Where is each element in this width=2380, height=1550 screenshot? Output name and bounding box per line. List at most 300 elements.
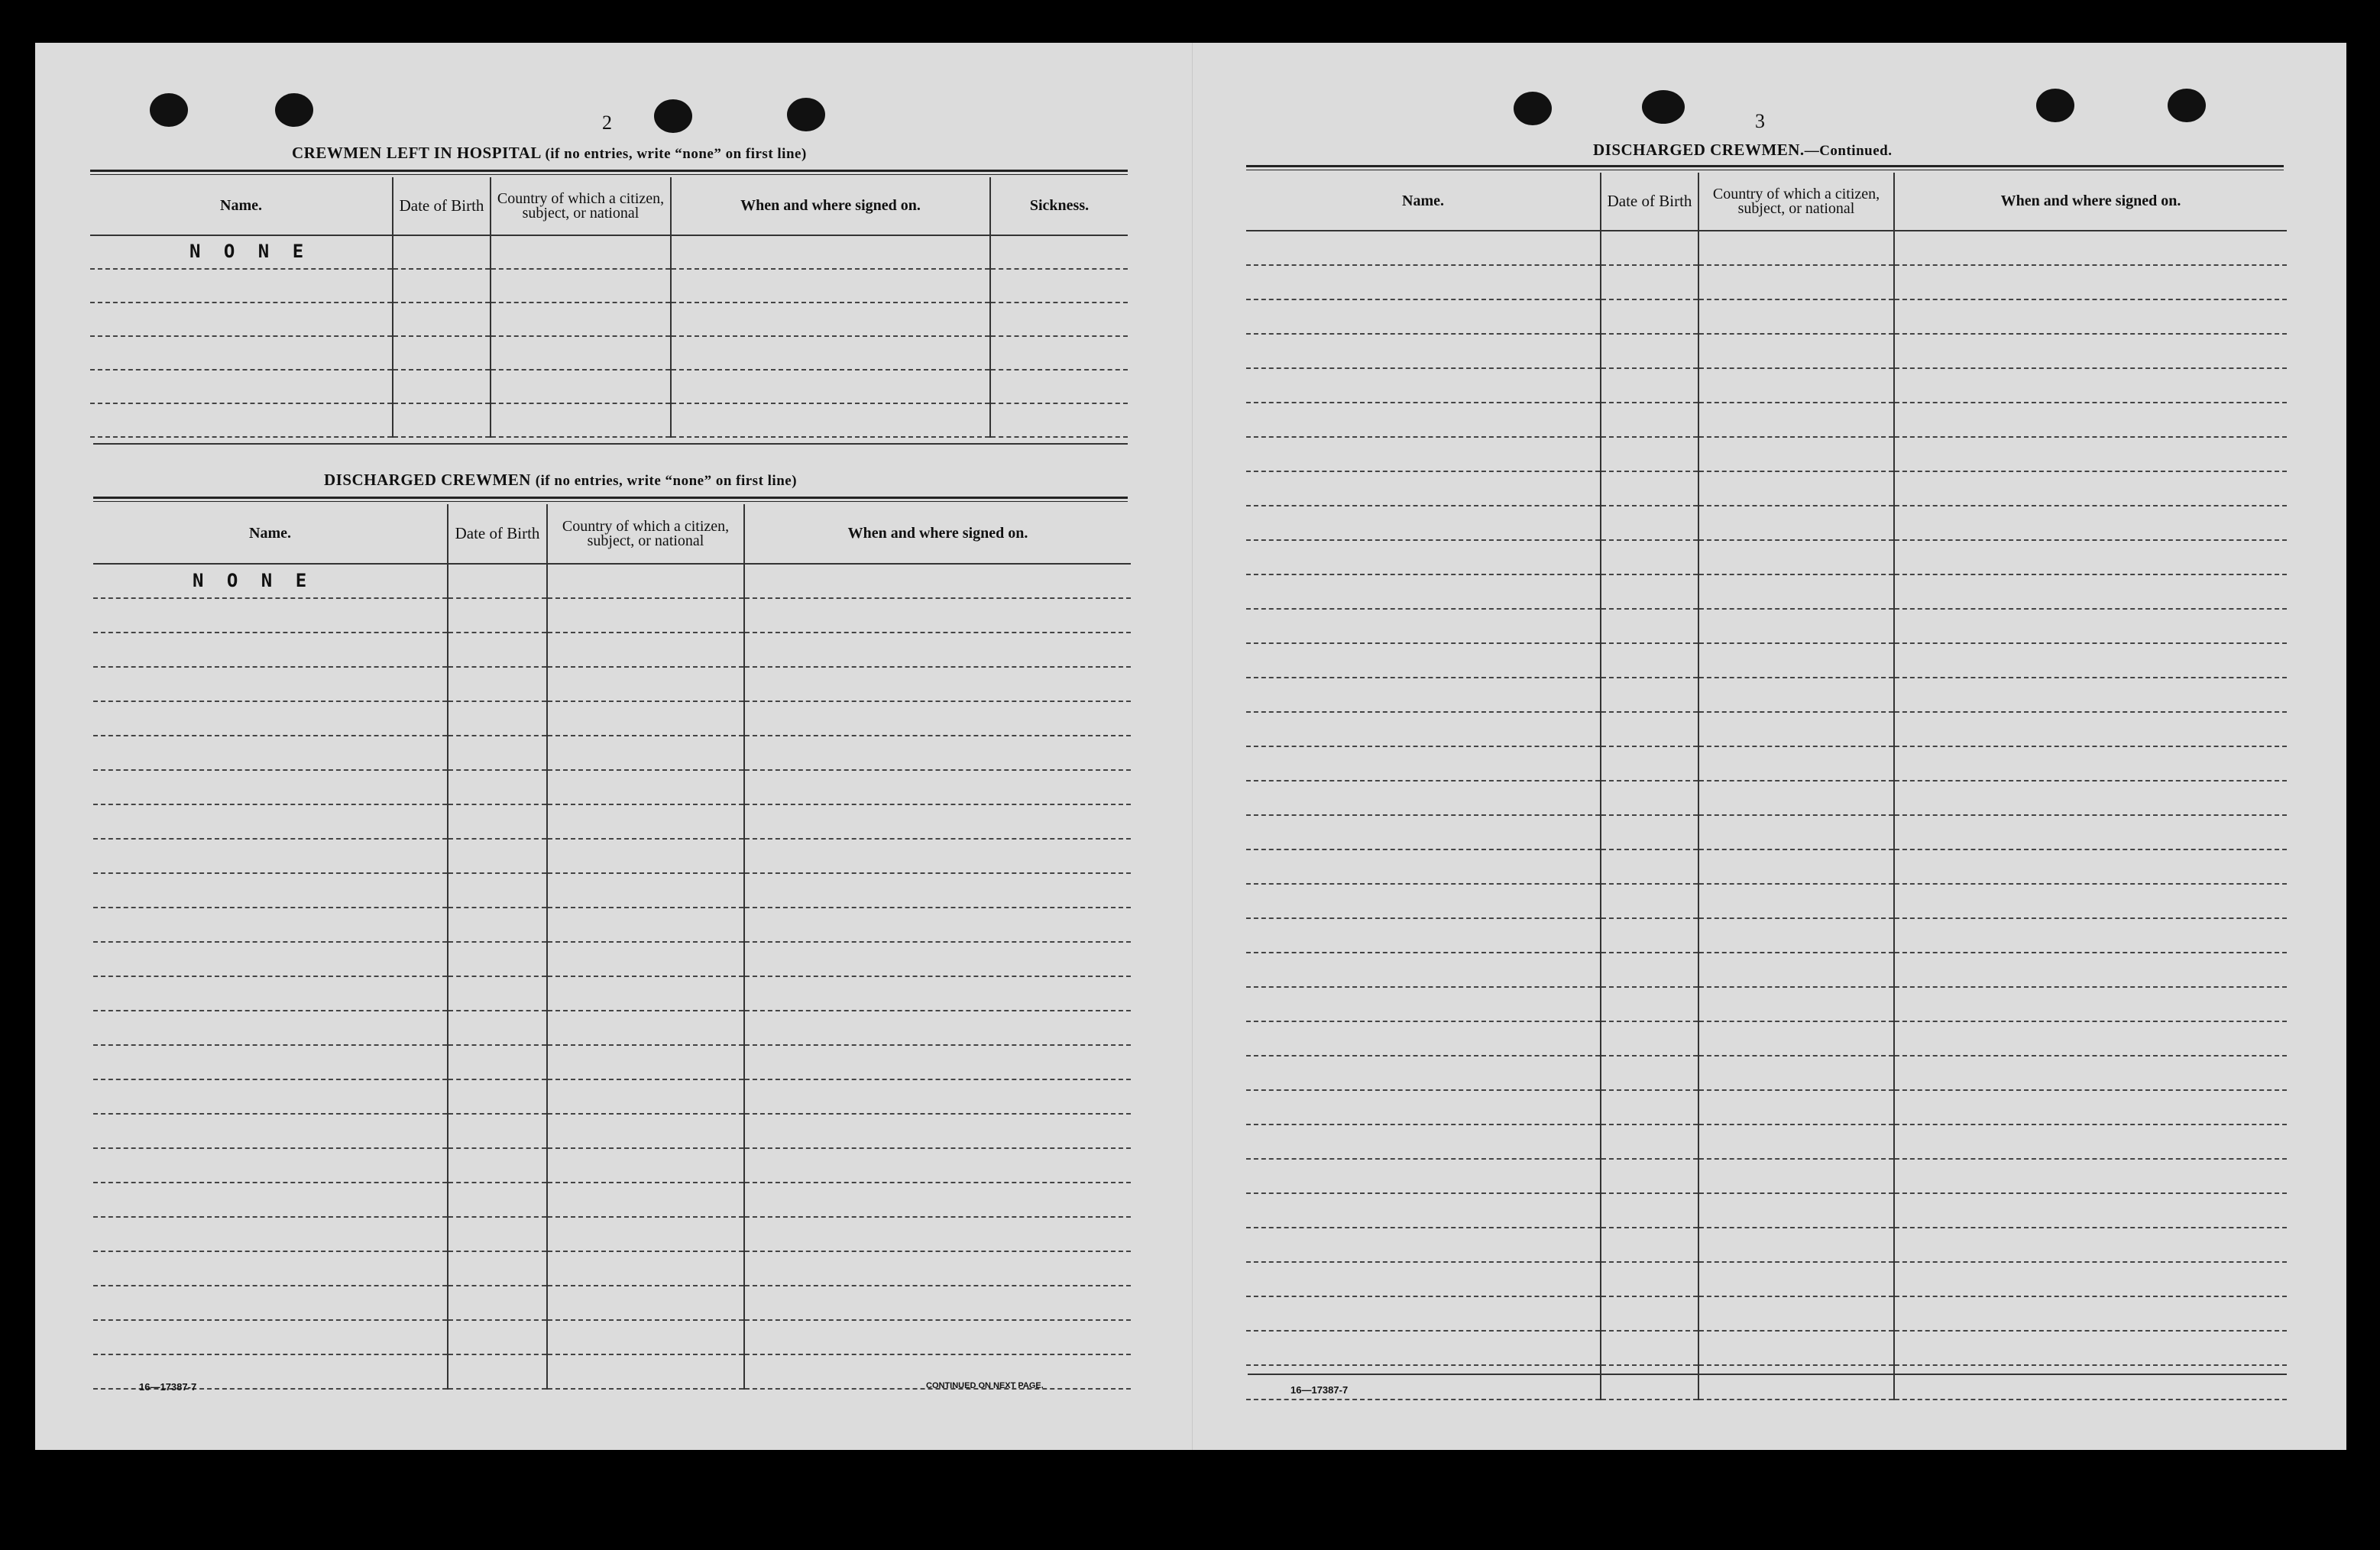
- discharged-continued-title: [1593, 141, 1892, 160]
- table-cell: [448, 1320, 547, 1354]
- table-cell: [671, 370, 990, 403]
- table-cell: [491, 370, 671, 403]
- table-cell: [1698, 746, 1894, 781]
- table-cell: [1246, 299, 1601, 334]
- table-cell: [393, 269, 491, 303]
- table-cell: [547, 736, 744, 770]
- table-row: [1246, 849, 2287, 884]
- table-cell: [448, 804, 547, 839]
- table-cell: [1698, 678, 1894, 712]
- table-row: [93, 1011, 1131, 1045]
- table-cell: [448, 598, 547, 633]
- table-cell: [1894, 368, 2287, 403]
- table-cell: [1601, 953, 1698, 987]
- table-cell: [547, 564, 744, 598]
- table-cell: [547, 667, 744, 701]
- column-header: When and where signed on.: [744, 504, 1131, 564]
- table-cell: [547, 839, 744, 873]
- table-cell: [547, 1286, 744, 1320]
- table-cell: [1246, 540, 1601, 574]
- table-cell: [93, 1079, 448, 1114]
- page-number: 3: [1755, 110, 1765, 132]
- table-cell: [1601, 368, 1698, 403]
- punch-hole: [275, 93, 313, 127]
- table-cell: [1698, 368, 1894, 403]
- table-cell: [448, 667, 547, 701]
- table-cell: [1698, 334, 1894, 368]
- table-cell: [1698, 471, 1894, 506]
- table-cell: [1698, 987, 1894, 1021]
- table-cell: [93, 1114, 448, 1148]
- table-cell: [448, 1045, 547, 1079]
- table-cell: [1894, 849, 2287, 884]
- table-cell: [1246, 849, 1601, 884]
- table-cell: [990, 370, 1128, 403]
- column-header: When and where signed on.: [671, 177, 990, 235]
- table-cell: [1894, 746, 2287, 781]
- table-cell: [448, 701, 547, 736]
- table-cell: [1698, 231, 1894, 265]
- hospital-section-title: [292, 144, 807, 163]
- table-cell: [1601, 403, 1698, 437]
- table-cell: [1894, 643, 2287, 678]
- table-cell: [1246, 1193, 1601, 1228]
- discharged-title-text: DISCHARGED CREWMEN: [324, 471, 531, 489]
- name-entry: N O N E: [189, 241, 310, 262]
- table-cell: [1601, 746, 1698, 781]
- table-cell: [744, 1320, 1131, 1354]
- table-cell: [1698, 1090, 1894, 1124]
- table-cell: [1601, 609, 1698, 643]
- table-row: [93, 804, 1131, 839]
- table-cell: [671, 303, 990, 336]
- table-cell: [93, 1148, 448, 1183]
- table-row: [1246, 334, 2287, 368]
- table-cell: [547, 908, 744, 942]
- table-cell: [547, 804, 744, 839]
- table-cell: [93, 1251, 448, 1286]
- table-cell: [1601, 1193, 1698, 1228]
- table-cell: [93, 1183, 448, 1217]
- table-cell: [1698, 1228, 1894, 1262]
- table-cell: [744, 736, 1131, 770]
- table-cell: [1894, 1262, 2287, 1296]
- table-row: [1246, 1159, 2287, 1193]
- table-cell: [1894, 1021, 2287, 1056]
- table-row: [93, 564, 1131, 598]
- table-row: [93, 942, 1131, 976]
- table-cell: [1601, 987, 1698, 1021]
- table-cell: [1894, 299, 2287, 334]
- table-cell: [1698, 540, 1894, 574]
- table-row: [93, 1251, 1131, 1286]
- table-row: [1246, 643, 2287, 678]
- table-row: [90, 403, 1128, 437]
- table-cell: [93, 1217, 448, 1251]
- table-cell: [93, 873, 448, 908]
- table-cell: [1894, 403, 2287, 437]
- table-row: [1246, 781, 2287, 815]
- left-page: [35, 43, 1192, 1450]
- column-header: Country of which a citizen, subject, or national: [547, 504, 744, 564]
- table-cell: [1698, 849, 1894, 884]
- table-cell: [1246, 1228, 1601, 1262]
- table-cell: [448, 908, 547, 942]
- table-cell: [547, 1251, 744, 1286]
- table-row: [1246, 1056, 2287, 1090]
- discharged-top-rule: [93, 497, 1128, 502]
- table-cell: [1601, 1021, 1698, 1056]
- table-cell: [1894, 334, 2287, 368]
- table-cell: [547, 1320, 744, 1354]
- table-row: [93, 701, 1131, 736]
- table-cell: [547, 1148, 744, 1183]
- table-cell: [744, 564, 1131, 598]
- table-cell: [448, 1354, 547, 1389]
- table-row: [1246, 1021, 2287, 1056]
- table-cell: [744, 1148, 1131, 1183]
- table-cell: [547, 770, 744, 804]
- table-cell: [448, 942, 547, 976]
- form-number: 16—17387-7: [1290, 1384, 1349, 1396]
- table-row: [1246, 1124, 2287, 1159]
- table-cell: [1698, 643, 1894, 678]
- table-cell: [744, 942, 1131, 976]
- table-cell: [1246, 506, 1601, 540]
- table-cell: [1246, 712, 1601, 746]
- table-cell: [1601, 1262, 1698, 1296]
- table-cell: [1894, 712, 2287, 746]
- table-cell: [1601, 643, 1698, 678]
- table-row: [93, 1114, 1131, 1148]
- table-cell: [1246, 471, 1601, 506]
- table-cell: [1246, 609, 1601, 643]
- table-row: [1246, 746, 2287, 781]
- table-cell: [93, 908, 448, 942]
- table-row: [1246, 231, 2287, 265]
- table-row: [1246, 1090, 2287, 1124]
- table-cell: [448, 839, 547, 873]
- table-cell: [1894, 231, 2287, 265]
- table-cell: [1246, 1159, 1601, 1193]
- table-row: [90, 269, 1128, 303]
- table-cell: [491, 303, 671, 336]
- table-cell: [547, 873, 744, 908]
- table-cell: [1601, 1331, 1698, 1365]
- table-cell: [1894, 265, 2287, 299]
- right-page: [1192, 43, 2346, 1450]
- table-cell: [1894, 1090, 2287, 1124]
- table-row: [93, 1079, 1131, 1114]
- table-row: [93, 736, 1131, 770]
- column-header: Name.: [1246, 173, 1601, 231]
- table-cell: [1601, 1228, 1698, 1262]
- table-cell: [1894, 1159, 2287, 1193]
- table-cell: [1698, 1124, 1894, 1159]
- table-cell: [744, 770, 1131, 804]
- punch-hole: [150, 93, 188, 127]
- table-cell: [744, 976, 1131, 1011]
- table-cell: [1601, 918, 1698, 953]
- table-cell: [1246, 643, 1601, 678]
- table-cell: [93, 736, 448, 770]
- table-row: [93, 667, 1131, 701]
- table-cell: [393, 303, 491, 336]
- table-row: [93, 839, 1131, 873]
- table-cell: [1698, 1365, 1894, 1400]
- table-cell: [1698, 1193, 1894, 1228]
- table-cell: [547, 1079, 744, 1114]
- table-row: [1246, 987, 2287, 1021]
- table-cell: [93, 667, 448, 701]
- table-cell: [90, 336, 393, 370]
- table-cell: [744, 1114, 1131, 1148]
- table-cell: [93, 942, 448, 976]
- table-cell: [1698, 1056, 1894, 1090]
- table-cell: [93, 770, 448, 804]
- table-cell: [744, 804, 1131, 839]
- table-cell: [1698, 884, 1894, 918]
- table-cell: [744, 633, 1131, 667]
- table-cell: [448, 873, 547, 908]
- table-cell: [1698, 1021, 1894, 1056]
- table-cell: [1894, 1124, 2287, 1159]
- table-cell: [491, 403, 671, 437]
- table-cell: [1894, 1193, 2287, 1228]
- table-cell: [1894, 678, 2287, 712]
- table-cell: [1246, 1056, 1601, 1090]
- table-cell: [547, 942, 744, 976]
- table-cell: [1698, 712, 1894, 746]
- table-cell: [491, 269, 671, 303]
- table-cell: [547, 1217, 744, 1251]
- table-cell: [1246, 368, 1601, 403]
- table-cell: [1894, 1331, 2287, 1365]
- table-row: [93, 1148, 1131, 1183]
- table-cell: [547, 1183, 744, 1217]
- table-cell: [90, 235, 393, 269]
- table-cell: [1246, 746, 1601, 781]
- table-cell: [93, 1320, 448, 1354]
- table-cell: [448, 736, 547, 770]
- table-cell: [1601, 540, 1698, 574]
- table-cell: [1246, 884, 1601, 918]
- table-cell: [448, 564, 547, 598]
- table-cell: [547, 1114, 744, 1148]
- table-cell: [1601, 506, 1698, 540]
- page-number: 2: [602, 112, 612, 134]
- table-cell: [1698, 506, 1894, 540]
- table-cell: [1246, 781, 1601, 815]
- table-cell: [1894, 471, 2287, 506]
- table-cell: [1246, 953, 1601, 987]
- table-cell: [393, 235, 491, 269]
- table-row: [1246, 953, 2287, 987]
- table-cell: [93, 701, 448, 736]
- table-cell: [671, 235, 990, 269]
- table-cell: [1698, 1331, 1894, 1365]
- table-cell: [1698, 299, 1894, 334]
- table-cell: [1698, 953, 1894, 987]
- table-row: [93, 598, 1131, 633]
- table-cell: [1894, 437, 2287, 471]
- table-row: [93, 873, 1131, 908]
- table-cell: [1246, 1124, 1601, 1159]
- table-cell: [1601, 1296, 1698, 1331]
- hospital-title-note: (if no entries, write “none” on first line): [545, 146, 807, 162]
- table-cell: [1601, 1365, 1698, 1400]
- table-cell: [671, 403, 990, 437]
- table-cell: [448, 1217, 547, 1251]
- table-cell: [1698, 609, 1894, 643]
- table-cell: [1601, 1056, 1698, 1090]
- table-cell: [1894, 781, 2287, 815]
- table-cell: [1246, 574, 1601, 609]
- table-row: [1246, 1296, 2287, 1331]
- table-row: [1246, 540, 2287, 574]
- punch-hole: [787, 98, 825, 131]
- table-cell: [90, 370, 393, 403]
- table-cell: [93, 1286, 448, 1320]
- table-row: [90, 370, 1128, 403]
- table-cell: [990, 303, 1128, 336]
- table-cell: [90, 303, 393, 336]
- form-number: 16—17387-7: [139, 1381, 197, 1393]
- table-row: [90, 336, 1128, 370]
- table-cell: [547, 598, 744, 633]
- table-cell: [93, 976, 448, 1011]
- discharged-title-note: (if no entries, write “none” on first line): [535, 473, 798, 489]
- table-cell: [491, 235, 671, 269]
- table-cell: [93, 1045, 448, 1079]
- table-row: [1246, 265, 2287, 299]
- table-cell: [1601, 884, 1698, 918]
- discharged-table: [93, 504, 1131, 1390]
- table-cell: [547, 976, 744, 1011]
- table-cell: [393, 403, 491, 437]
- punch-hole: [2036, 89, 2074, 122]
- table-cell: [1246, 1021, 1601, 1056]
- table-row: [93, 1045, 1131, 1079]
- table-row: [1246, 712, 2287, 746]
- table-cell: [93, 564, 448, 598]
- table-cell: [1894, 540, 2287, 574]
- table-cell: [448, 1114, 547, 1148]
- table-cell: [1894, 609, 2287, 643]
- table-cell: [1894, 918, 2287, 953]
- table-cell: [671, 269, 990, 303]
- table-cell: [547, 1045, 744, 1079]
- table-cell: [744, 667, 1131, 701]
- table-cell: [1601, 712, 1698, 746]
- table-cell: [990, 336, 1128, 370]
- table-cell: [1698, 574, 1894, 609]
- table-cell: [1601, 265, 1698, 299]
- table-cell: [1246, 437, 1601, 471]
- table-cell: [93, 1011, 448, 1045]
- table-cell: [93, 633, 448, 667]
- table-cell: [1894, 506, 2287, 540]
- table-cell: [90, 269, 393, 303]
- table-cell: [1246, 918, 1601, 953]
- table-cell: [1894, 815, 2287, 849]
- table-row: [1246, 1228, 2287, 1262]
- continued-table: [1246, 173, 2287, 1400]
- table-cell: [1601, 437, 1698, 471]
- table-cell: [448, 976, 547, 1011]
- table-cell: [448, 633, 547, 667]
- table-row: [1246, 884, 2287, 918]
- table-row: [1246, 437, 2287, 471]
- table-row: [93, 1183, 1131, 1217]
- table-cell: [1698, 265, 1894, 299]
- table-row: [1246, 471, 2287, 506]
- table-cell: [990, 403, 1128, 437]
- table-cell: [1698, 1159, 1894, 1193]
- table-cell: [448, 1286, 547, 1320]
- table-cell: [1246, 334, 1601, 368]
- table-cell: [744, 1286, 1131, 1320]
- table-cell: [744, 1251, 1131, 1286]
- table-cell: [1601, 849, 1698, 884]
- table-row: [1246, 574, 2287, 609]
- table-cell: [1246, 265, 1601, 299]
- table-cell: [448, 770, 547, 804]
- table-cell: [1246, 1296, 1601, 1331]
- table-cell: [1246, 1090, 1601, 1124]
- table-cell: [990, 235, 1128, 269]
- table-cell: [744, 1045, 1131, 1079]
- table-cell: [547, 1011, 744, 1045]
- table-cell: [448, 1251, 547, 1286]
- continued-bottom-rule: [1248, 1374, 2287, 1377]
- column-header: Name.: [93, 504, 448, 564]
- punch-hole: [2168, 89, 2206, 122]
- punch-hole: [1642, 90, 1685, 124]
- table-cell: [1894, 1056, 2287, 1090]
- table-cell: [448, 1183, 547, 1217]
- table-cell: [448, 1148, 547, 1183]
- table-cell: [1246, 231, 1601, 265]
- table-row: [93, 976, 1131, 1011]
- table-cell: [1601, 1124, 1698, 1159]
- table-cell: [744, 1011, 1131, 1045]
- table-cell: [491, 336, 671, 370]
- table-cell: [1601, 781, 1698, 815]
- table-row: [1246, 299, 2287, 334]
- table-cell: [93, 804, 448, 839]
- table-cell: [1601, 299, 1698, 334]
- table-row: [1246, 678, 2287, 712]
- table-row: [1246, 368, 2287, 403]
- continued-label: —Continued.: [1804, 143, 1893, 159]
- table-cell: [744, 839, 1131, 873]
- table-cell: [1894, 953, 2287, 987]
- table-row: [1246, 1331, 2287, 1365]
- column-header: Sickness.: [990, 177, 1128, 235]
- table-cell: [1601, 1159, 1698, 1193]
- table-cell: [990, 269, 1128, 303]
- table-cell: [744, 701, 1131, 736]
- table-row: [1246, 918, 2287, 953]
- table-cell: [393, 336, 491, 370]
- table-cell: [93, 839, 448, 873]
- table-cell: [1894, 987, 2287, 1021]
- table-cell: [1698, 815, 1894, 849]
- table-cell: [1601, 231, 1698, 265]
- punch-hole: [1514, 92, 1552, 125]
- table-cell: [1698, 918, 1894, 953]
